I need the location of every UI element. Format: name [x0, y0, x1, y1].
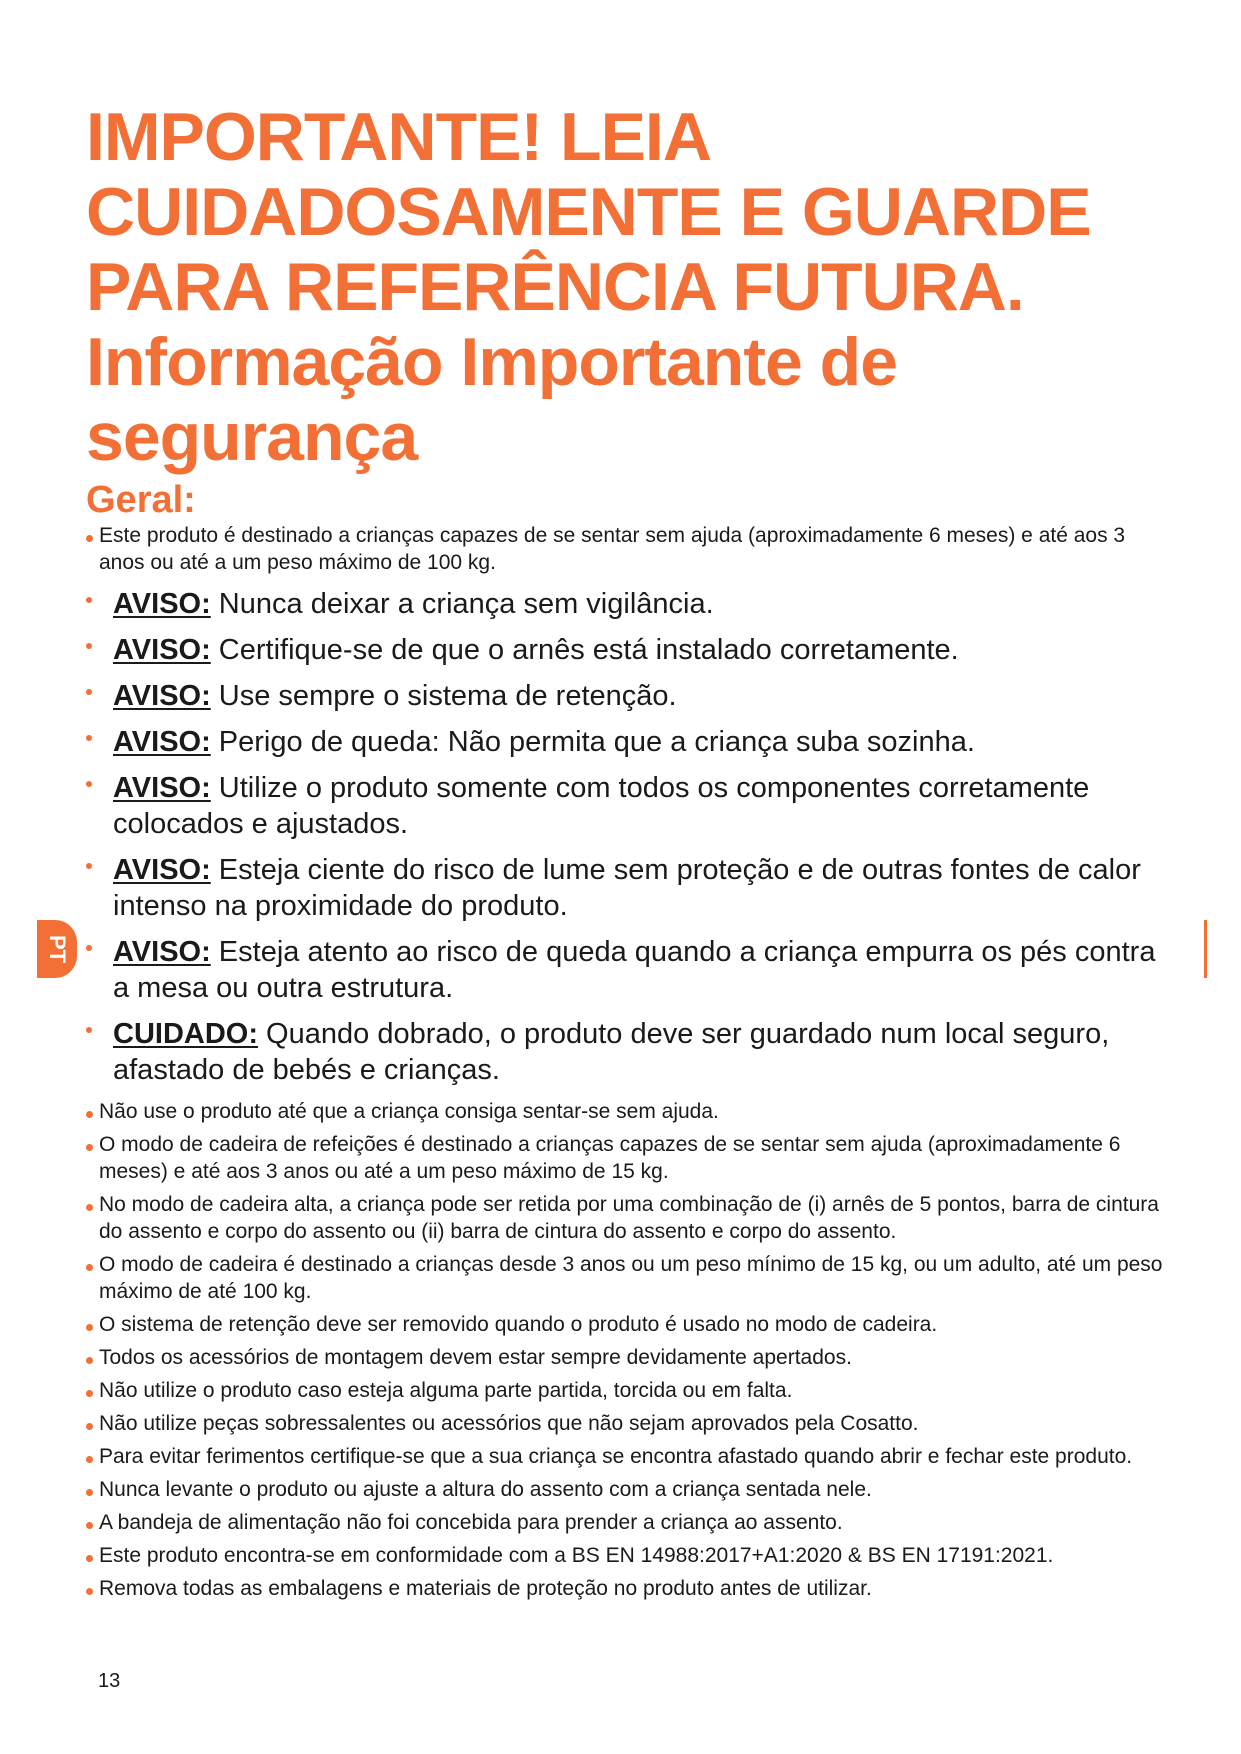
caution-item [86, 1016, 1166, 1088]
warning-text: Nunca deixar a criança sem vigilância. [210, 588, 714, 620]
edge-marker [1204, 920, 1207, 978]
warning-label: AVISO: [113, 772, 211, 804]
safety-list [86, 522, 1166, 1602]
note-item: Remova todas as embalagens e materiais de proteção no produto antes de utilizar. [86, 1575, 1166, 1602]
title-line: PARA REFERÊNCIA FUTURA. [86, 249, 1024, 325]
warning-item [86, 724, 1166, 760]
title-line: IMPORTANTE! LEIA [86, 99, 711, 175]
language-tab [37, 920, 77, 978]
title-line: CUIDADOSAMENTE E GUARDE [86, 174, 1091, 250]
warning-label: AVISO: [113, 680, 211, 712]
page-number: 13 [98, 1670, 121, 1692]
note-item: Para evitar ferimentos certifique-se que a sua criança se encontra afastado quando abrir e fechar este produto. [86, 1443, 1166, 1470]
page-title [86, 100, 1186, 475]
warning-item [86, 586, 1166, 622]
warning-label: AVISO: [113, 936, 211, 968]
note-item: Este produto encontra-se em conformidade com a BS EN 14988:2017+A1:2020 & BS EN 17191:2021. [86, 1542, 1166, 1569]
note-item: A bandeja de alimentação não foi concebida para prender a criança ao assento. [86, 1509, 1166, 1536]
warning-text: Utilize o produto somente com todos os componentes corretamente colocados e ajustados. [113, 772, 1090, 840]
warning-item [86, 852, 1166, 924]
note-item: Todos os acessórios de montagem devem estar sempre devidamente apertados. [86, 1344, 1166, 1371]
note-item: Não utilize o produto caso esteja alguma parte partida, torcida ou em falta. [86, 1377, 1166, 1404]
note-item: Nunca levante o produto ou ajuste a altura do assento com a criança sentada nele. [86, 1476, 1166, 1503]
warning-text: Certifique-se de que o arnês está instalado corretamente. [210, 634, 959, 666]
warning-label: AVISO: [113, 634, 211, 666]
caution-label: CUIDADO: [113, 1018, 258, 1050]
note-item: O modo de cadeira de refeições é destinado a crianças capazes de se sentar sem ajuda (aproximadamente 6 meses) e até aos 3 anos ou até a um peso máximo de 15 kg. [86, 1131, 1166, 1185]
warning-label: AVISO: [113, 854, 211, 886]
warning-label: AVISO: [113, 588, 211, 620]
title-line: segurança [86, 399, 418, 475]
warning-item [86, 770, 1166, 842]
warning-text: Esteja atento ao risco de queda quando a criança empurra os pés contra a mesa ou outra estrutura. [113, 936, 1156, 1004]
caution-text: Quando dobrado, o produto deve ser guardado num local seguro, afastado de bebés e crianças. [113, 1018, 1110, 1086]
title-line: Informação Importante de [86, 324, 898, 400]
note-item: O sistema de retenção deve ser removido quando o produto é usado no modo de cadeira. [86, 1311, 1166, 1338]
note-item: Não utilize peças sobressalentes ou acessórios que não sejam aprovados pela Cosatto. [86, 1410, 1166, 1437]
warning-label: AVISO: [113, 726, 211, 758]
warning-item [86, 632, 1166, 668]
section-heading: Geral: [86, 479, 196, 521]
note-item: Não use o produto até que a criança consiga sentar-se sem ajuda. [86, 1098, 1166, 1125]
warning-text: Perigo de queda: Não permita que a criança suba sozinha. [210, 726, 975, 758]
note-item: O modo de cadeira é destinado a crianças desde 3 anos ou um peso mínimo de 15 kg, ou um adulto, até um peso máximo de até 100 kg. [86, 1251, 1166, 1305]
warning-text: Esteja ciente do risco de lume sem proteção e de outras fontes de calor intenso na proximidade do produto. [113, 854, 1141, 922]
language-tab-label: PT [45, 934, 70, 964]
warning-item [86, 678, 1166, 714]
warning-item [86, 934, 1166, 1006]
warning-text: Use sempre o sistema de retenção. [210, 680, 677, 712]
intro-item: Este produto é destinado a crianças capazes de se sentar sem ajuda (aproximadamente 6 meses) e até aos 3 anos ou até a um peso máximo de 100 kg. [86, 522, 1166, 576]
note-item: No modo de cadeira alta, a criança pode ser retida por uma combinação de (i) arnês de 5 pontos, barra de cintura do assento e corpo do assento ou (ii) barra de cintura do assento e corpo do assento. [86, 1191, 1166, 1245]
